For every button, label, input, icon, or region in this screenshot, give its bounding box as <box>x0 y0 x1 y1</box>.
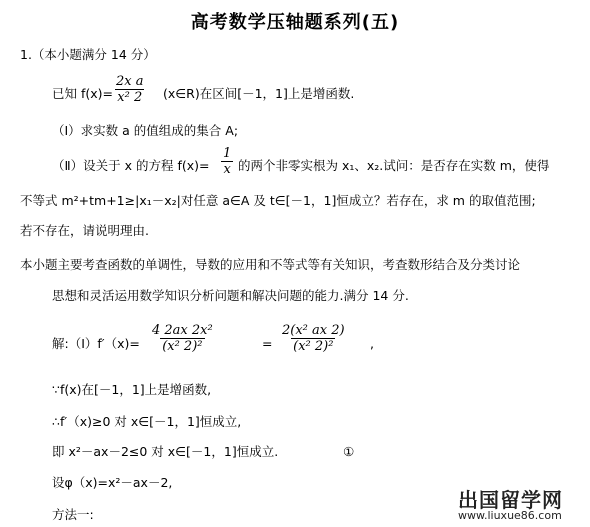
comma: , <box>370 336 374 351</box>
question-continuation-2: 若不存在，请说明理由. <box>20 223 149 238</box>
question-continuation-1: 不等式 m²+tm+1≥|x₁－x₂|对任意 a∈A 及 t∈[－1，1]恒成立？若存在，求 m 的取值范围; <box>20 193 536 208</box>
solution-step-2: ∴f′（x)≥0 对 x∈[－1，1]恒成立, <box>52 414 242 429</box>
fraction-numerator: 2x a <box>116 74 144 89</box>
fraction-denominator: x <box>223 162 231 177</box>
fraction-simplified <box>280 323 347 354</box>
fraction-denominator: (x² 2)² <box>293 339 334 354</box>
fraction-1-over-x <box>221 146 233 177</box>
part1-text: （Ⅰ）求实数 a 的值组成的集合 A; <box>52 123 239 138</box>
fraction-derivative <box>150 323 215 354</box>
given-prefix: 已知 f(x)= <box>52 86 113 101</box>
fraction-denominator: (x² 2)² <box>162 339 203 354</box>
method-one-label: 方法一: <box>52 507 94 522</box>
fraction-denominator: x² 2 <box>117 90 143 105</box>
solution-step-1: ∵f(x)在[－1，1]上是增函数, <box>52 382 212 397</box>
solution-step-4: 设φ（x)=x²－ax－2, <box>52 475 173 490</box>
equals-sign: = <box>262 336 273 351</box>
equation-number: ① <box>343 444 355 459</box>
given-suffix: (x∈R)在区间[－1，1]上是增函数. <box>163 86 355 101</box>
intro-line-1: 本小题主要考查函数的单调性，导数的应用和不等式等有关知识，考查数形结合及分类讨论 <box>20 257 521 272</box>
question-header: 1.（本小题满分 14 分） <box>20 47 156 62</box>
fraction-numerator: 4 2ax 2x² <box>152 323 213 338</box>
fraction-numerator: 2(x² ax 2) <box>282 323 345 338</box>
page-title: 高考数学压轴题系列(五) <box>190 12 400 33</box>
watermark-url: www.liuxue86.com <box>458 509 562 522</box>
intro-line-2: 思想和灵活运用数学知识分析问题和解决问题的能力.满分 14 分. <box>52 288 409 303</box>
fraction-2x-a <box>114 74 146 105</box>
part2-suffix: 的两个非零实根为 x₁、x₂.试问：是否存在实数 m，使得 <box>238 158 550 173</box>
solution-step-3: 即 x²－ax－2≤0 对 x∈[－1，1]恒成立. <box>52 444 279 459</box>
fraction-numerator: 1 <box>223 146 232 161</box>
part2-prefix: （Ⅱ）设关于 x 的方程 f(x)= <box>52 158 210 173</box>
solution-label: 解:（Ⅰ）f′（x)= <box>52 336 140 351</box>
watermark-logo: 出国留学网 <box>458 488 563 512</box>
